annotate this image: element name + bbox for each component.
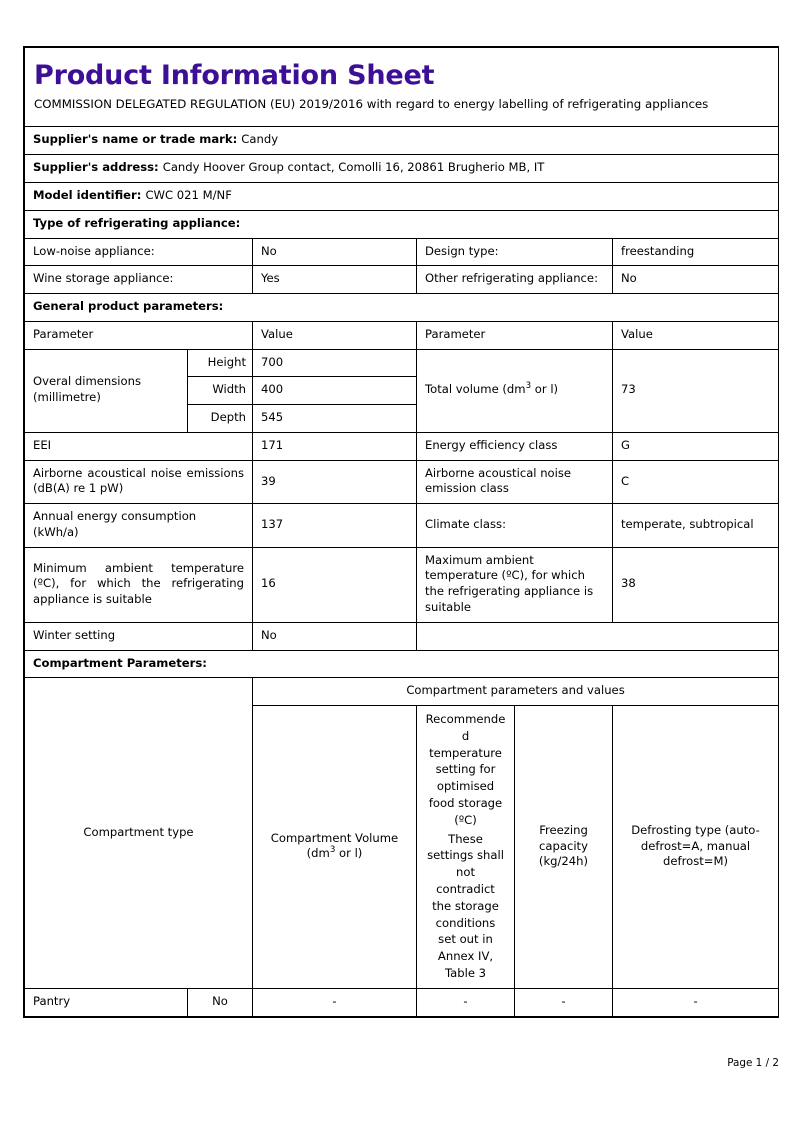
- header-parameter-left: Parameter: [25, 321, 253, 349]
- dimension-name-depth: Depth: [188, 405, 253, 433]
- appliance-type-row-0: [25, 238, 779, 266]
- compartment-row-freezing: -: [515, 988, 613, 1016]
- eei-label: EEI: [25, 432, 253, 460]
- compartment-temperature-header-line2: These settings shall not contradict the storage conditions set out in Annex IV, Table 3: [427, 831, 504, 980]
- compartment-freezing-header: Freezing capacity (kg/24h): [515, 706, 613, 989]
- winter-setting-value: No: [253, 622, 417, 650]
- dimensions-label: [25, 349, 188, 432]
- compartment-row-temperature: -: [417, 988, 515, 1016]
- wine-storage-value: Yes: [253, 266, 417, 294]
- max-ambient-label: Maximum ambient temperature (ºC), for which the refrigerating appliance is suitable: [417, 547, 613, 622]
- model-identifier-value: CWC 021 M/NF: [145, 187, 232, 202]
- supplier-name-row: [25, 127, 779, 155]
- annual-energy-value: 137: [253, 504, 417, 548]
- page-footer: Page 1 / 2: [727, 1057, 779, 1069]
- compartment-section-row: [25, 650, 779, 678]
- noise-emissions-row: [25, 460, 779, 504]
- appliance-type-section-label: Type of refrigerating appliance:: [25, 210, 779, 238]
- supplier-address-label: Supplier's address:: [33, 160, 159, 175]
- model-identifier-cell: [25, 182, 779, 210]
- supplier-name-value: Candy: [241, 132, 279, 147]
- compartment-type-header: Compartment type: [25, 678, 253, 989]
- supplier-address-row: [25, 155, 779, 183]
- noise-emissions-label: Airborne acoustical noise emissions (dB(A) re 1 pW): [25, 460, 253, 504]
- winter-setting-empty: [417, 622, 779, 650]
- header-cell: [25, 48, 779, 127]
- min-ambient-value: 16: [253, 547, 417, 622]
- other-appliance-label: Other refrigerating appliance:: [417, 266, 613, 294]
- design-type-label: Design type:: [417, 238, 613, 266]
- compartment-volume-header: Compartment Volume ($dm^3$ or l): [253, 706, 417, 989]
- supplier-address-value: Candy Hoover Group contact, Comolli 16, 20861 Brugherio MB, IT: [162, 160, 545, 175]
- energy-class-value: G: [613, 432, 779, 460]
- noise-class-label: Airborne acoustical noise emission class: [417, 460, 613, 504]
- dimension-value-depth: 545: [253, 405, 417, 433]
- dimensions-label-line1: Overal dimensions: [33, 374, 141, 389]
- ambient-temperature-row: [25, 547, 779, 622]
- noise-emissions-value: 39: [253, 460, 417, 504]
- low-noise-label: Low-noise appliance:: [25, 238, 253, 266]
- min-ambient-label: Minimum ambient temperature (ºC), for which the refrigerating appliance is suitable: [25, 547, 253, 622]
- header-value-left: Value: [253, 321, 417, 349]
- climate-class-value: temperate, subtropical: [613, 504, 779, 548]
- compartment-group-header: Compartment parameters and values: [253, 678, 779, 706]
- supplier-name-label: Supplier's name or trade mark:: [33, 132, 238, 147]
- design-type-value: freestanding: [613, 238, 779, 266]
- dimension-name-height: Height: [188, 349, 253, 377]
- compartment-temperature-header: [417, 706, 515, 989]
- eei-row: [25, 432, 779, 460]
- header-parameter-right: Parameter: [417, 321, 613, 349]
- compartment-row-defrosting: -: [613, 988, 779, 1016]
- total-volume-label: Total volume ($dm^3$ or l): [417, 349, 613, 432]
- compartment-section-label: Compartment Parameters:: [25, 650, 779, 678]
- energy-class-label: Energy efficiency class: [417, 432, 613, 460]
- general-parameters-section-row: [25, 294, 779, 322]
- compartment-defrosting-header: Defrosting type (auto-defrost=A, manual defrost=M): [613, 706, 779, 989]
- header-value-right: Value: [613, 321, 779, 349]
- document-table: [24, 47, 779, 1017]
- supplier-name-cell: [25, 127, 779, 155]
- winter-setting-row: [25, 622, 779, 650]
- model-identifier-label: Model identifier:: [33, 187, 142, 202]
- compartment-row-present: No: [188, 988, 253, 1016]
- document-sheet: [23, 46, 779, 1018]
- low-noise-value: No: [253, 238, 417, 266]
- climate-class-label: Climate class:: [417, 504, 613, 548]
- dimensions-label-line2: (millimetre): [33, 390, 101, 405]
- table-row: [25, 988, 779, 1016]
- regulation-text: COMMISSION DELEGATED REGULATION (EU) 2019/2016 with regard to energy labelling of refrigerating appliances: [34, 96, 709, 111]
- general-parameters-header-row: [25, 321, 779, 349]
- compartment-row-volume: -: [253, 988, 417, 1016]
- dimension-value-width: 400: [253, 377, 417, 405]
- general-parameters-section-label: General product parameters:: [25, 294, 779, 322]
- dimensions-row: [25, 349, 779, 377]
- dimension-value-height: 700: [253, 349, 417, 377]
- noise-class-value: C: [613, 460, 779, 504]
- model-identifier-row: [25, 182, 779, 210]
- compartment-row-type: Pantry: [25, 988, 188, 1016]
- winter-setting-label: Winter setting: [25, 622, 253, 650]
- wine-storage-label: Wine storage appliance:: [25, 266, 253, 294]
- annual-energy-row: [25, 504, 779, 548]
- eei-value: 171: [253, 432, 417, 460]
- appliance-type-section-row: [25, 210, 779, 238]
- total-volume-value: 73: [613, 349, 779, 432]
- supplier-address-cell: [25, 155, 779, 183]
- compartment-group-header-row: [25, 678, 779, 706]
- page-title: Product Information Sheet: [34, 60, 435, 91]
- other-appliance-value: No: [613, 266, 779, 294]
- annual-energy-label: Annual energy consumption (kWh/a): [25, 504, 253, 548]
- compartment-temperature-header-line1: Recommended temperature setting for optimised food storage (ºC): [425, 712, 506, 827]
- appliance-type-row-1: [25, 266, 779, 294]
- header-row: [25, 48, 779, 127]
- max-ambient-value: 38: [613, 547, 779, 622]
- dimension-name-width: Width: [188, 377, 253, 405]
